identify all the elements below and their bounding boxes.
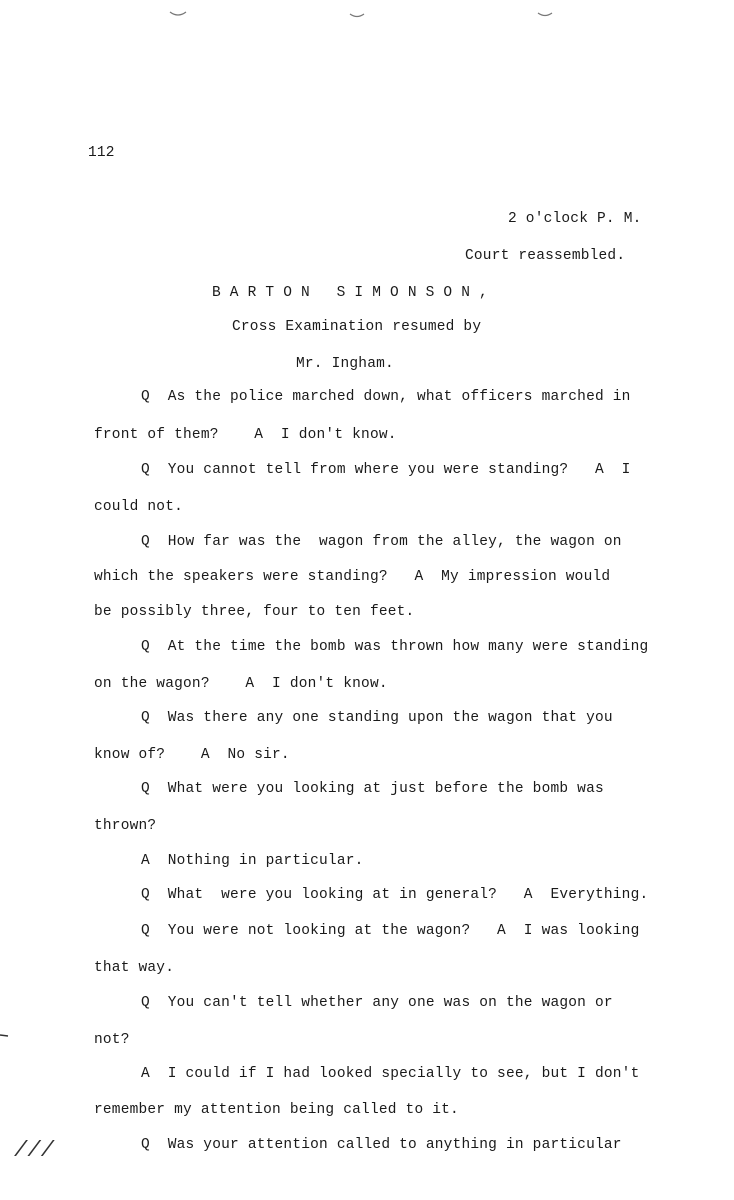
transcript-line: could not. <box>94 499 184 515</box>
margin-mark: /// <box>14 1138 55 1163</box>
transcript-line: thrown? <box>94 818 157 834</box>
witness-name: B A R T O N S I M O N S O N , <box>212 285 488 301</box>
transcript-line: Q You were not looking at the wagon? A I was looking <box>141 923 640 939</box>
transcript-line: Q What were you looking at just before the bomb was <box>141 781 604 797</box>
transcript-line: A Nothing in particular. <box>141 853 364 869</box>
transcript-line: Q At the time the bomb was thrown how many were standing <box>141 639 649 655</box>
transcript-line: know of? A No sir. <box>94 747 290 763</box>
transcript-line: Q What were you looking at in general? A Everything. <box>141 887 649 903</box>
transcript-line: Q You can't tell whether any one was on the wagon or <box>141 995 613 1011</box>
transcript-line: be possibly three, four to ten feet. <box>94 604 415 620</box>
transcript-line: on the wagon? A I don't know. <box>94 676 388 692</box>
transcript-line: not? <box>94 1032 130 1048</box>
session-time: 2 o'clock P. M. <box>508 211 642 227</box>
examination-heading: Cross Examination resumed by <box>232 319 482 335</box>
transcript-line: remember my attention being called to it. <box>94 1102 459 1118</box>
transcript-line: Q How far was the wagon from the alley, the wagon on <box>141 534 622 550</box>
court-status: Court reassembled. <box>465 248 626 264</box>
scan-marks <box>0 0 734 40</box>
transcript-line: Q Was your attention called to anything in particular <box>141 1137 622 1153</box>
transcript-line: which the speakers were standing? A My impression would <box>94 569 611 585</box>
page-number: 112 <box>88 145 115 161</box>
transcript-line: Q As the police marched down, what officers marched in <box>141 389 631 405</box>
transcript-line: front of them? A I don't know. <box>94 427 397 443</box>
examiner-name: Mr. Ingham. <box>296 356 394 372</box>
transcript-line: that way. <box>94 960 175 976</box>
margin-dash <box>0 1030 20 1040</box>
transcript-line: Q Was there any one standing upon the wagon that you <box>141 710 613 726</box>
transcript-line: A I could if I had looked specially to see, but I don't <box>141 1066 640 1082</box>
transcript-line: Q You cannot tell from where you were standing? A I <box>141 462 631 478</box>
